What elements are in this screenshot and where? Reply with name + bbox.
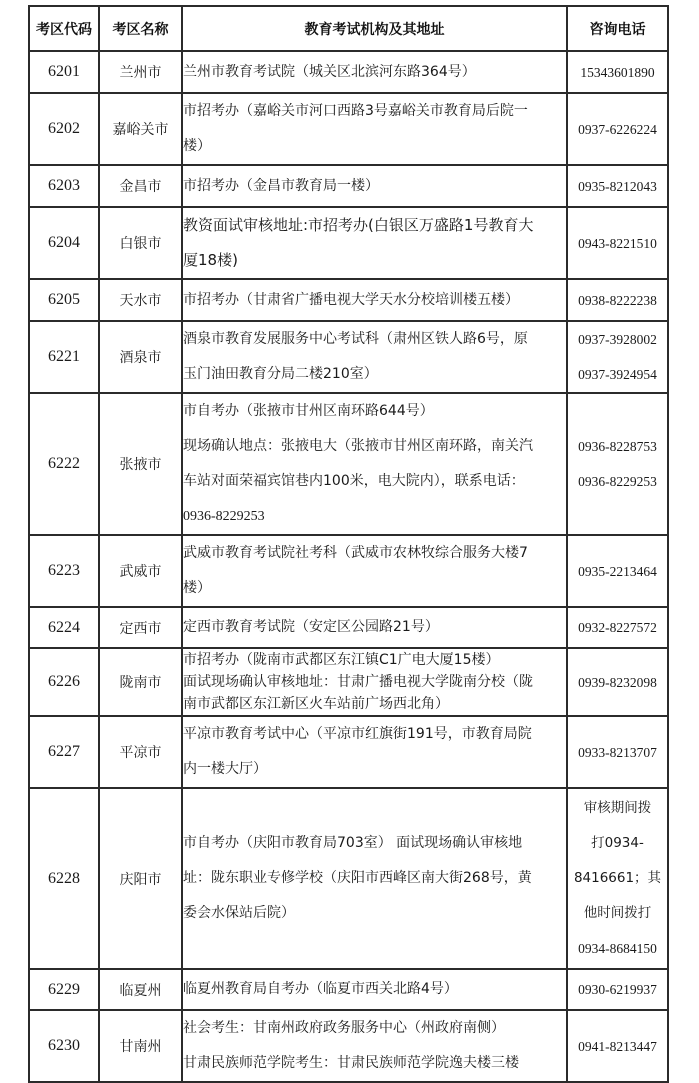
header-address: 教育考试机构及其地址	[182, 6, 567, 51]
office-address	[182, 535, 567, 607]
table-row	[29, 321, 668, 393]
phone-number: 15343601890	[580, 64, 655, 80]
office-address	[182, 969, 567, 1010]
table-header-row	[29, 6, 668, 51]
region-name: 酒泉市	[99, 321, 182, 393]
header-code: 考区代码	[29, 6, 99, 51]
table-row	[29, 93, 668, 165]
address-line: 教资面试审核地址:市招考办(白银区万盛路1号教育大	[183, 216, 534, 234]
table-row	[29, 716, 668, 788]
header-name: 考区名称	[99, 6, 182, 51]
contact-phone	[567, 788, 668, 969]
phone-number: 0936-8229253	[578, 474, 657, 489]
address-line: 厦18楼)	[183, 251, 238, 269]
address-line: 车站对面荣福宾馆巷内100米，电大院内），联系电话：	[183, 473, 525, 489]
contact-phone	[567, 716, 668, 788]
office-address	[182, 207, 567, 279]
region-name: 金昌市	[99, 165, 182, 207]
address-line: 现场确认地点：张掖电大（张掖市甘州区南环路，南关汽	[183, 438, 533, 454]
phone-note: 打0934-	[591, 835, 644, 851]
phone-note: 8416661；其	[573, 870, 662, 886]
address-line: 楼）	[183, 138, 211, 154]
address-line: 定西市教育考试院（安定区公园路21号）	[183, 619, 439, 635]
address-line: 市招考办（甘肃省广播电视大学天水分校培训楼五楼）	[183, 291, 519, 308]
region-name: 嘉峪关市	[99, 93, 182, 165]
region-code: 6204	[29, 207, 99, 279]
contact-phone	[567, 321, 668, 393]
header-phone: 咨询电话	[567, 6, 668, 51]
address-line: 临夏州教育局自考办（临夏市西关北路4号）	[183, 981, 458, 997]
region-code: 6229	[29, 969, 99, 1010]
region-name: 陇南市	[99, 648, 182, 716]
table-row	[29, 788, 668, 969]
table-row	[29, 279, 668, 321]
contact-phone	[567, 93, 668, 165]
address-line: 市自考办（庆阳市教育局703室） 面试现场确认审核地	[183, 835, 523, 851]
contact-phone	[567, 535, 668, 607]
address-line: 市招考办（金昌市教育局一楼）	[183, 177, 379, 194]
address-line: 市招考办（陇南市武都区东江镇C1广电大厦15楼）	[183, 652, 500, 668]
address-line: 平凉市教育考试中心（平凉市红旗街191号，市教育局院	[183, 726, 532, 742]
address-line: 市自考办（张掖市甘州区南环路644号）	[183, 403, 434, 419]
phone-number: 0937-3924954	[578, 367, 657, 382]
region-name: 平凉市	[99, 716, 182, 788]
office-address	[182, 51, 567, 93]
region-name: 兰州市	[99, 51, 182, 93]
region-code: 6202	[29, 93, 99, 165]
phone-number: 0937-3928002	[578, 332, 657, 347]
office-address	[182, 716, 567, 788]
address-line: 南市武都区东江新区火车站前广场西北角）	[183, 696, 449, 712]
office-address	[182, 393, 567, 535]
address-line: 玉门油田教育分局二楼210室）	[183, 366, 378, 382]
contact-phone	[567, 207, 668, 279]
phone-number: 0937-6226224	[578, 121, 657, 137]
table-row	[29, 969, 668, 1010]
address-line: 社会考生：甘南州政府政务服务中心（州政府南侧）	[183, 1020, 505, 1036]
table-row	[29, 607, 668, 648]
office-address	[182, 93, 567, 165]
phone-number: 0935-8212043	[578, 178, 657, 194]
region-name: 甘南州	[99, 1010, 182, 1082]
contact-phone	[567, 51, 668, 93]
region-name: 白银市	[99, 207, 182, 279]
office-address	[182, 279, 567, 321]
address-line: 委会水保站后院）	[183, 905, 295, 921]
office-address	[182, 648, 567, 716]
region-code: 6223	[29, 535, 99, 607]
address-line: 甘肃民族师范学院考生：甘肃民族师范学院逸夫楼三楼	[183, 1055, 519, 1071]
phone-number: 0943-8221510	[578, 235, 657, 251]
region-code: 6221	[29, 321, 99, 393]
table-row	[29, 207, 668, 279]
office-address	[182, 165, 567, 207]
region-code: 6201	[29, 51, 99, 93]
region-name: 定西市	[99, 607, 182, 648]
address-line: 武威市教育考试院社考科（武威市农林牧综合服务大楼7	[183, 545, 528, 561]
region-name: 天水市	[99, 279, 182, 321]
contact-phone	[567, 279, 668, 321]
table-row	[29, 165, 668, 207]
region-code: 6226	[29, 648, 99, 716]
phone-note: 审核期间拨	[583, 800, 652, 816]
address-line: 市招考办（嘉峪关市河口西路3号嘉峪关市教育局后院一	[183, 103, 528, 119]
address-line: 面试现场确认审核地址：甘肃广播电视大学陇南分校（陇	[183, 674, 533, 690]
table-row	[29, 393, 668, 535]
region-code: 6203	[29, 165, 99, 207]
table-row	[29, 1010, 668, 1082]
phone-number: 0930-6219937	[578, 982, 657, 997]
region-code: 6228	[29, 788, 99, 969]
contact-phone	[567, 393, 668, 535]
region-name: 武威市	[99, 535, 182, 607]
office-address	[182, 1010, 567, 1082]
contact-phone	[567, 607, 668, 648]
address-line: 0936-8229253	[183, 509, 265, 524]
address-line: 酒泉市教育发展服务中心考试科（肃州区铁人路6号，原	[183, 331, 528, 347]
region-name: 张掖市	[99, 393, 182, 535]
phone-number: 0939-8232098	[578, 674, 657, 690]
contact-phone	[567, 165, 668, 207]
contact-phone	[567, 1010, 668, 1082]
region-code: 6222	[29, 393, 99, 535]
region-name: 临夏州	[99, 969, 182, 1010]
address-line: 址：陇东职业专修学校（庆阳市西峰区南大街268号，黄	[183, 870, 532, 886]
region-code: 6230	[29, 1010, 99, 1082]
region-code: 6205	[29, 279, 99, 321]
address-line: 兰州市教育考试院（城关区北滨河东路364号）	[183, 63, 476, 80]
phone-number: 0933-8213707	[578, 744, 657, 760]
phone-number: 0932-8227572	[578, 620, 657, 635]
phone-number: 0941-8213447	[578, 1038, 657, 1054]
phone-number: 0938-8222238	[578, 292, 657, 308]
phone-note: 他时间拨打	[583, 905, 652, 921]
contact-phone	[567, 648, 668, 716]
phone-number: 0934-8684150	[578, 941, 657, 956]
phone-number: 0936-8228753	[578, 439, 657, 454]
table-row	[29, 51, 668, 93]
phone-number: 0935-2213464	[578, 563, 657, 579]
address-line: 楼）	[183, 580, 211, 596]
office-address	[182, 788, 567, 969]
exam-office-table	[28, 5, 669, 1083]
table-row	[29, 535, 668, 607]
office-address	[182, 607, 567, 648]
address-line: 内一楼大厅）	[183, 761, 267, 777]
region-code: 6227	[29, 716, 99, 788]
office-address	[182, 321, 567, 393]
table-row	[29, 648, 668, 716]
region-code: 6224	[29, 607, 99, 648]
region-name: 庆阳市	[99, 788, 182, 969]
contact-phone	[567, 969, 668, 1010]
